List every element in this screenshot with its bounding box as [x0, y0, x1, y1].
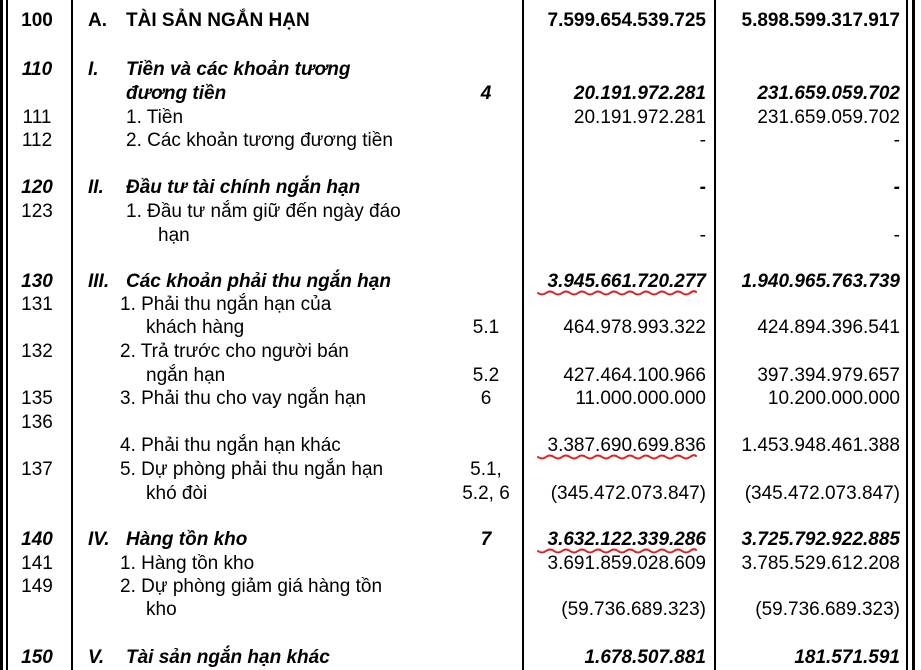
current-value: 3.691.859.028.609 — [547, 553, 706, 574]
current-value: 3.632.122.339.286 — [547, 529, 706, 550]
note-ref: 6 — [480, 388, 492, 409]
current-value: 20.191.972.281 — [573, 83, 706, 104]
table-row — [0, 434, 921, 458]
row-title — [88, 528, 247, 552]
note-ref-continued: 5.2, 6 — [462, 483, 510, 504]
table-row — [0, 482, 921, 506]
item-label: 1. Tiền — [126, 107, 184, 128]
row-code: 111 — [22, 107, 52, 128]
prior-value: 231.659.059.702 — [757, 107, 900, 128]
row-title — [88, 176, 360, 200]
current-value: 1.678.507.881 — [584, 647, 706, 668]
note-ref: 5.1 — [472, 317, 500, 338]
item-label-continued: hạn — [158, 225, 190, 246]
table-row — [0, 106, 921, 130]
prior-value: - — [893, 130, 900, 151]
table-row — [0, 552, 921, 576]
section-roman: I. — [88, 59, 99, 80]
item-label: 2. Dự phòng giảm giá hàng tồn — [120, 576, 383, 597]
current-value: (59.736.689.323) — [561, 599, 706, 620]
section-title: Các khoản phải thu ngắn hạn — [126, 271, 391, 292]
table-row — [0, 411, 921, 435]
row-code: 149 — [21, 576, 53, 597]
prior-value: 181.571.591 — [794, 647, 900, 668]
current-value: 3.945.661.720.277 — [547, 271, 706, 292]
section-title: Tiền và các khoản tương — [126, 59, 351, 80]
prior-value: - — [893, 177, 900, 198]
item-label: 2. Các khoản tương đương tiền — [126, 130, 393, 151]
table-row — [0, 224, 921, 248]
section-title: TÀI SẢN NGẮN HẠN — [126, 10, 310, 31]
row-title — [88, 58, 350, 82]
row-code: 135 — [21, 388, 53, 409]
row-code: 123 — [21, 201, 53, 222]
table-row — [0, 293, 921, 317]
prior-value: 3.725.792.922.885 — [741, 529, 900, 550]
row-code: 136 — [21, 412, 53, 433]
row-code: 150 — [21, 647, 53, 668]
item-label: 5. Dự phòng phải thu ngắn hạn — [120, 459, 384, 480]
row-code: 137 — [21, 459, 53, 480]
current-value: 464.978.993.322 — [563, 317, 706, 338]
note-ref: 5.1, — [470, 459, 502, 480]
row-code: 120 — [21, 177, 53, 198]
prior-value: 1.453.948.461.388 — [741, 435, 900, 456]
current-value: - — [699, 130, 706, 151]
table-row — [0, 458, 921, 482]
table-row — [0, 9, 921, 33]
item-label-continued: khách hàng — [146, 317, 245, 338]
section-title: Đầu tư tài chính ngắn hạn — [126, 177, 361, 198]
section-roman: V. — [88, 647, 105, 668]
row-title — [88, 646, 330, 670]
prior-value: 424.894.396.541 — [757, 317, 900, 338]
table-row — [0, 58, 921, 82]
prior-value: (345.472.073.847) — [744, 483, 900, 504]
item-label-continued: ngắn hạn — [146, 365, 226, 386]
current-value: - — [699, 177, 706, 198]
table-row — [0, 387, 921, 411]
item-label-continued: kho — [146, 599, 177, 620]
table-row — [0, 598, 921, 622]
note-ref: 5.2 — [472, 365, 500, 386]
table-row — [0, 270, 921, 294]
current-value: (345.472.073.847) — [550, 483, 706, 504]
row-code: 112 — [21, 130, 53, 151]
current-value: 7.599.654.539.725 — [547, 10, 706, 31]
item-label: 1. Hàng tồn kho — [120, 553, 255, 574]
table-row — [0, 82, 921, 106]
item-label-continued: khó đòi — [146, 483, 208, 504]
section-roman: IV. — [88, 529, 110, 550]
table-row — [0, 316, 921, 340]
table-row — [0, 340, 921, 364]
section-title: Tài sản ngắn hạn khác — [126, 647, 330, 668]
note-ref: 4 — [480, 83, 492, 104]
table-row — [0, 176, 921, 200]
item-label: 4. Phải thu ngắn hạn khác — [120, 435, 341, 456]
table-row — [0, 646, 921, 670]
row-code: 141 — [21, 553, 53, 574]
section-roman: III. — [88, 271, 110, 292]
section-roman: II. — [88, 177, 104, 198]
table-row — [0, 129, 921, 153]
item-label: 1. Đầu tư nắm giữ đến ngày đáo — [126, 201, 401, 222]
current-value: 3.387.690.699.836 — [547, 435, 706, 456]
section-title-continued: đương tiền — [126, 83, 227, 104]
section-title: Hàng tồn kho — [126, 529, 248, 550]
section-roman: A. — [88, 10, 107, 31]
item-label: 3. Phải thu cho vay ngắn hạn — [120, 388, 367, 409]
table-row — [0, 528, 921, 552]
row-code: 131 — [21, 294, 53, 315]
row-code: 132 — [21, 341, 53, 362]
prior-value: 397.394.979.657 — [757, 365, 900, 386]
row-title — [88, 270, 391, 294]
current-value: - — [699, 225, 706, 246]
current-value: 20.191.972.281 — [573, 107, 706, 128]
row-code: 140 — [21, 529, 53, 550]
table-row — [0, 364, 921, 388]
prior-value: 231.659.059.702 — [757, 83, 900, 104]
note-ref: 7 — [480, 529, 492, 550]
current-value: 11.000.000.000 — [575, 388, 706, 409]
item-label: 2. Trả trước cho người bán — [120, 341, 349, 362]
current-value: 427.464.100.966 — [563, 365, 706, 386]
prior-value: 1.940.965.763.739 — [741, 271, 900, 292]
table-row — [0, 575, 921, 599]
table-row — [0, 200, 921, 224]
row-code: 130 — [21, 271, 53, 292]
row-title — [88, 9, 310, 33]
prior-value: 5.898.599.317.917 — [741, 10, 900, 31]
prior-value: 3.785.529.612.208 — [741, 553, 900, 574]
prior-value: 10.200.000.000 — [767, 388, 900, 409]
row-code: 100 — [21, 10, 53, 31]
prior-value: - — [893, 225, 900, 246]
row-code: 110 — [21, 59, 53, 80]
item-label: 1. Phải thu ngắn hạn của — [120, 294, 332, 315]
prior-value: (59.736.689.323) — [755, 599, 900, 620]
